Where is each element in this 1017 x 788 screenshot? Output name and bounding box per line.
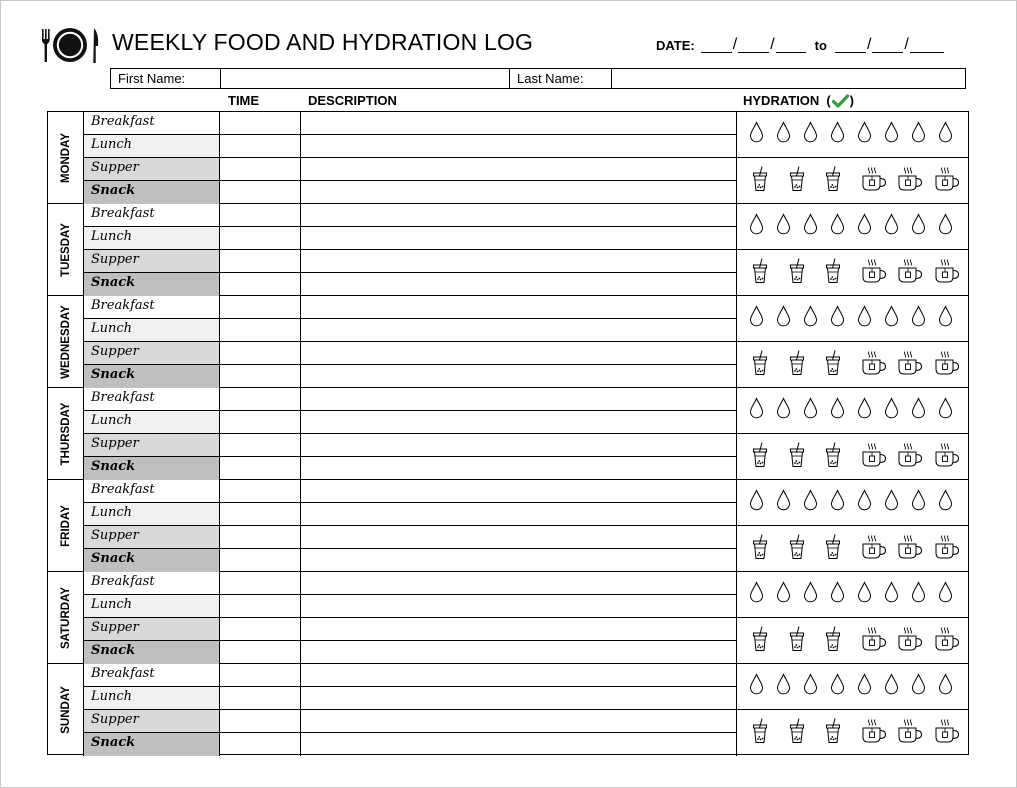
tea-mug-icon[interactable] [861,350,898,381]
water-drop-icon[interactable] [749,213,776,240]
day-name: WEDNESDAY [59,304,72,379]
time-column-header: TIME [228,93,260,108]
checkmark-icon [832,94,849,108]
day-name: FRIDAY [59,504,72,547]
time-cell[interactable] [220,664,301,687]
description-cell[interactable] [301,273,737,296]
time-cell[interactable] [220,733,301,756]
water-drop-icon[interactable] [749,489,776,516]
day-block [48,296,968,388]
water-tracker-row [737,204,968,250]
water-drop-icon[interactable] [749,673,776,700]
tea-mug-icon[interactable] [934,350,971,381]
meal-label: Lunch [84,227,220,250]
water-drop-icon[interactable] [857,121,884,148]
water-drop-icon[interactable] [776,121,803,148]
meal-label: Supper [84,710,220,733]
meal-label: Snack [84,365,220,388]
tea-mug-icon[interactable] [861,258,898,289]
tea-mug-icon[interactable] [897,534,934,565]
end-year-field[interactable] [910,36,944,53]
time-cell[interactable] [220,572,301,595]
meal-label: Snack [84,549,220,572]
day-label [48,572,84,663]
water-drop-icon[interactable] [803,213,830,240]
bubble-tea-cup-icon[interactable] [824,626,861,657]
time-cell[interactable] [220,250,301,273]
day-name: SATURDAY [59,586,72,649]
time-cell[interactable] [220,641,301,664]
water-drop-icon[interactable] [911,121,938,148]
meal-label: Supper [84,526,220,549]
water-drop-icon[interactable] [776,581,803,608]
tea-mug-icon[interactable] [861,626,898,657]
description-cell[interactable] [301,112,737,135]
water-drop-icon[interactable] [776,489,803,516]
bubble-tea-cup-icon[interactable] [788,534,825,565]
start-month-field[interactable] [701,36,732,53]
meal-label: Breakfast [84,296,220,319]
water-drop-icon[interactable] [749,397,776,424]
time-cell[interactable] [220,687,301,710]
meal-label: Snack [84,457,220,480]
description-cell[interactable] [301,618,737,641]
meal-label: Snack [84,733,220,756]
last-name-label: Last Name: [510,69,612,88]
tea-mug-icon[interactable] [934,258,971,289]
water-drop-icon[interactable] [857,305,884,332]
time-cell[interactable] [220,158,301,181]
description-cell[interactable] [301,296,737,319]
tea-mug-icon[interactable] [861,534,898,565]
beverage-tracker-row [737,434,968,480]
water-drop-icon[interactable] [911,673,938,700]
meal-label: Breakfast [84,388,220,411]
time-cell[interactable] [220,526,301,549]
day-name: THURSDAY [59,402,72,465]
bubble-tea-cup-icon[interactable] [788,626,825,657]
day-block [48,204,968,296]
description-cell[interactable] [301,526,737,549]
water-drop-icon[interactable] [884,305,911,332]
tea-mug-icon[interactable] [934,718,971,749]
end-month-field[interactable] [835,36,866,53]
day-label [48,112,84,203]
water-drop-icon[interactable] [776,305,803,332]
water-drop-icon[interactable] [830,673,857,700]
description-column-header: DESCRIPTION [308,93,397,108]
description-cell[interactable] [301,250,737,273]
description-cell[interactable] [301,342,737,365]
meal-label: Breakfast [84,480,220,503]
bubble-tea-cup-icon[interactable] [824,350,861,381]
time-cell[interactable] [220,342,301,365]
water-tracker-row [737,480,968,526]
food-log-table [47,111,969,755]
tea-mug-icon[interactable] [934,534,971,565]
beverage-tracker-row [737,618,968,664]
meal-label: Supper [84,250,220,273]
description-cell[interactable] [301,319,737,342]
first-name-label: First Name: [111,69,221,88]
tea-mug-icon[interactable] [897,718,934,749]
water-drop-icon[interactable] [803,673,830,700]
description-cell[interactable] [301,710,737,733]
description-cell[interactable] [301,158,737,181]
bubble-tea-cup-icon[interactable] [751,718,788,749]
day-block [48,480,968,572]
day-label [48,204,84,295]
tea-mug-icon[interactable] [897,166,934,197]
time-cell[interactable] [220,135,301,158]
water-drop-icon[interactable] [938,121,965,148]
meal-label: Lunch [84,135,220,158]
tea-mug-icon[interactable] [897,442,934,473]
tea-mug-icon[interactable] [861,718,898,749]
beverage-tracker-row [737,526,968,572]
water-drop-icon[interactable] [884,213,911,240]
tea-mug-icon[interactable] [934,626,971,657]
water-drop-icon[interactable] [884,581,911,608]
beverage-tracker-row [737,158,968,204]
water-drop-icon[interactable] [803,397,830,424]
day-label [48,296,84,387]
beverage-tracker-row [737,250,968,296]
water-tracker-row [737,296,968,342]
tea-mug-icon[interactable] [897,626,934,657]
time-cell[interactable] [220,365,301,388]
time-cell[interactable] [220,181,301,204]
day-label [48,388,84,479]
meal-label: Breakfast [84,112,220,135]
water-drop-icon[interactable] [749,121,776,148]
water-drop-icon[interactable] [776,213,803,240]
water-drop-icon[interactable] [884,673,911,700]
description-cell[interactable] [301,664,737,687]
water-tracker-row [737,388,968,434]
bubble-tea-cup-icon[interactable] [824,166,861,197]
bubble-tea-cup-icon[interactable] [751,626,788,657]
bubble-tea-cup-icon[interactable] [788,350,825,381]
water-drop-icon[interactable] [938,581,965,608]
bubble-tea-cup-icon[interactable] [824,258,861,289]
bubble-tea-cup-icon[interactable] [824,718,861,749]
water-drop-icon[interactable] [803,489,830,516]
bubble-tea-cup-icon[interactable] [751,350,788,381]
last-name-field[interactable] [612,69,965,88]
meal-label: Snack [84,641,220,664]
water-drop-icon[interactable] [911,305,938,332]
first-name-field[interactable] [221,69,510,88]
meal-label: Supper [84,618,220,641]
water-drop-icon[interactable] [803,581,830,608]
water-drop-icon[interactable] [830,305,857,332]
description-cell[interactable] [301,503,737,526]
date-range: DATE: / / to / / [656,36,944,53]
tea-mug-icon[interactable] [861,442,898,473]
bubble-tea-cup-icon[interactable] [824,442,861,473]
meal-label: Snack [84,273,220,296]
end-day-field[interactable] [872,36,903,53]
time-cell[interactable] [220,457,301,480]
meal-label: Lunch [84,595,220,618]
time-cell[interactable] [220,434,301,457]
hydration-label: HYDRATION [743,93,820,108]
water-drop-icon[interactable] [911,397,938,424]
day-label [48,664,84,756]
tea-mug-icon[interactable] [861,166,898,197]
water-drop-icon[interactable] [938,673,965,700]
description-cell[interactable] [301,365,737,388]
day-block [48,664,968,756]
time-cell[interactable] [220,618,301,641]
meal-label: Lunch [84,687,220,710]
meal-label: Supper [84,342,220,365]
meal-label: Lunch [84,411,220,434]
bubble-tea-cup-icon[interactable] [751,258,788,289]
water-drop-icon[interactable] [938,305,965,332]
description-cell[interactable] [301,595,737,618]
water-drop-icon[interactable] [776,397,803,424]
meal-label: Snack [84,181,220,204]
water-drop-icon[interactable] [884,121,911,148]
bubble-tea-cup-icon[interactable] [751,534,788,565]
bubble-tea-cup-icon[interactable] [751,442,788,473]
tea-mug-icon[interactable] [897,258,934,289]
description-cell[interactable] [301,181,737,204]
water-drop-icon[interactable] [857,213,884,240]
day-block [48,388,968,480]
water-tracker-row [737,664,968,710]
time-cell[interactable] [220,503,301,526]
meal-label: Breakfast [84,572,220,595]
description-cell[interactable] [301,480,737,503]
time-cell[interactable] [220,273,301,296]
water-drop-icon[interactable] [830,397,857,424]
beverage-tracker-row [737,710,968,756]
water-drop-icon[interactable] [830,489,857,516]
day-label [48,480,84,571]
time-cell[interactable] [220,319,301,342]
description-cell[interactable] [301,572,737,595]
description-cell[interactable] [301,411,737,434]
water-drop-icon[interactable] [938,489,965,516]
meal-label: Supper [84,434,220,457]
water-drop-icon[interactable] [911,581,938,608]
bubble-tea-cup-icon[interactable] [788,718,825,749]
meal-label: Lunch [84,503,220,526]
description-cell[interactable] [301,204,737,227]
description-cell[interactable] [301,388,737,411]
description-cell[interactable] [301,457,737,480]
bubble-tea-cup-icon[interactable] [788,166,825,197]
meal-label: Lunch [84,319,220,342]
description-cell[interactable] [301,687,737,710]
bubble-tea-cup-icon[interactable] [788,442,825,473]
water-drop-icon[interactable] [857,489,884,516]
water-drop-icon[interactable] [938,397,965,424]
description-cell[interactable] [301,227,737,250]
day-name: TUESDAY [59,222,72,277]
time-cell[interactable] [220,296,301,319]
water-drop-icon[interactable] [803,305,830,332]
meal-label: Breakfast [84,664,220,687]
meal-label: Supper [84,158,220,181]
time-cell[interactable] [220,411,301,434]
tea-mug-icon[interactable] [897,350,934,381]
date-to-label: to [814,38,827,53]
start-year-field[interactable] [776,36,806,53]
water-drop-icon[interactable] [857,397,884,424]
meal-label: Breakfast [84,204,220,227]
time-cell[interactable] [220,549,301,572]
time-cell[interactable] [220,388,301,411]
day-block [48,112,968,204]
start-day-field[interactable] [738,36,769,53]
tea-mug-icon[interactable] [934,442,971,473]
water-drop-icon[interactable] [776,673,803,700]
bubble-tea-cup-icon[interactable] [788,258,825,289]
water-drop-icon[interactable] [938,213,965,240]
description-cell[interactable] [301,733,737,756]
time-cell[interactable] [220,480,301,503]
water-drop-icon[interactable] [830,213,857,240]
time-cell[interactable] [220,227,301,250]
description-cell[interactable] [301,135,737,158]
water-drop-icon[interactable] [911,213,938,240]
page-title: WEEKLY FOOD AND HYDRATION LOG [112,29,534,55]
water-drop-icon[interactable] [884,397,911,424]
day-block [48,572,968,664]
tea-mug-icon[interactable] [934,166,971,197]
description-cell[interactable] [301,434,737,457]
water-tracker-row [737,572,968,618]
water-drop-icon[interactable] [830,121,857,148]
water-drop-icon[interactable] [803,121,830,148]
date-label: DATE: [656,38,695,53]
day-name: MONDAY [59,132,72,183]
water-drop-icon[interactable] [749,581,776,608]
bubble-tea-cup-icon[interactable] [824,534,861,565]
water-drop-icon[interactable] [911,489,938,516]
water-drop-icon[interactable] [884,489,911,516]
time-cell[interactable] [220,112,301,135]
day-name: SUNDAY [59,686,72,734]
description-cell[interactable] [301,549,737,572]
time-cell[interactable] [220,710,301,733]
water-drop-icon[interactable] [857,673,884,700]
water-tracker-row [737,112,968,158]
plate-cutlery-logo [39,25,103,65]
time-cell[interactable] [220,204,301,227]
water-drop-icon[interactable] [749,305,776,332]
water-drop-icon[interactable] [857,581,884,608]
hydration-column-header: HYDRATION ( ) [743,93,854,108]
bubble-tea-cup-icon[interactable] [751,166,788,197]
water-drop-icon[interactable] [830,581,857,608]
description-cell[interactable] [301,641,737,664]
beverage-tracker-row [737,342,968,388]
name-row [110,68,966,89]
time-cell[interactable] [220,595,301,618]
